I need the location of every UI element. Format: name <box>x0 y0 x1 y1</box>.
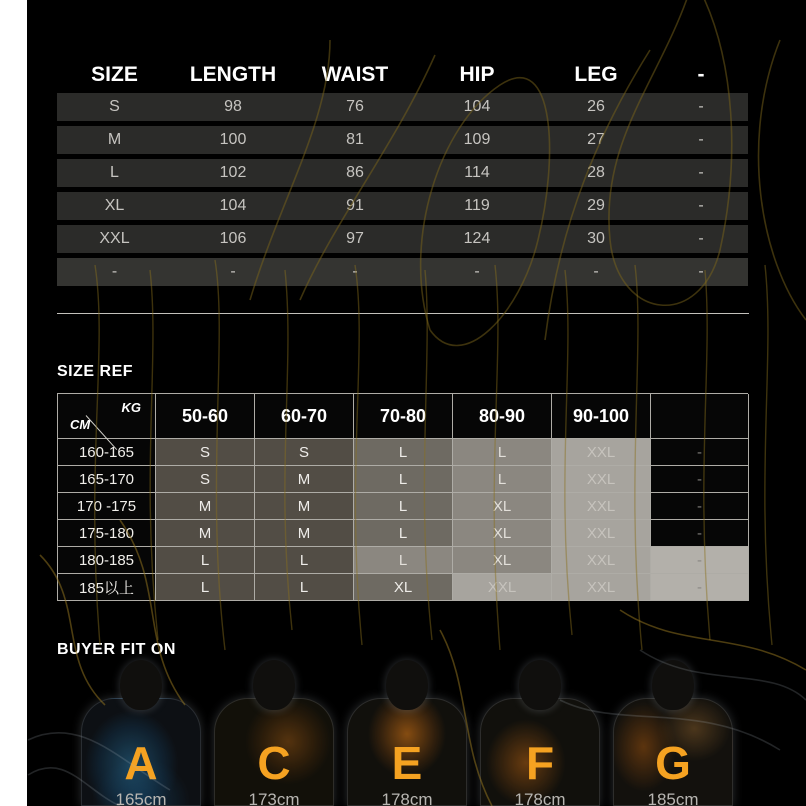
table-cell: M <box>107 131 122 148</box>
table-cell: - <box>698 164 704 181</box>
size-ref-cell: XXL <box>552 574 651 601</box>
table-row <box>57 93 748 121</box>
weight-header-cell: 50-60 <box>156 394 255 439</box>
model-head-silhouette <box>253 660 295 710</box>
size-ref-cell: L <box>354 520 453 547</box>
table-cell: - <box>698 197 704 214</box>
size-ref-cell: L <box>354 466 453 493</box>
size-table-header-cell: WAIST <box>321 63 389 86</box>
size-ref-cell: S <box>255 439 354 466</box>
table-cell: 114 <box>464 164 490 181</box>
size-ref-cell: L <box>156 547 255 574</box>
model-letter: F <box>525 737 555 789</box>
size-table-header-cell: - <box>697 63 705 86</box>
table-cell: 104 <box>463 98 491 115</box>
table-row <box>57 225 748 253</box>
table-cell: 91 <box>346 197 364 214</box>
height-label-cell: 170 -175 <box>58 493 156 520</box>
table-cell: - <box>111 263 118 280</box>
size-ref-cell: L <box>453 466 552 493</box>
size-ref-table <box>57 393 748 601</box>
table-cell: XXL <box>99 230 130 247</box>
model-figure <box>210 660 338 806</box>
table-cell: 26 <box>587 98 605 115</box>
model-height-label: 185cm <box>647 790 699 806</box>
table-cell: 28 <box>587 164 605 181</box>
model-figure <box>77 660 205 806</box>
weight-header-cell: 80-90 <box>453 394 552 439</box>
size-ref-cell: M <box>255 493 354 520</box>
buyer-fit-title: BUYER FIT ON <box>57 641 176 658</box>
weight-header-cell: 90-100 <box>552 394 651 439</box>
model-letter: E <box>391 737 423 789</box>
table-cell: - <box>593 263 599 280</box>
table-cell: - <box>230 263 236 280</box>
height-label-cell: 175-180 <box>58 520 156 547</box>
size-ref-cell: - <box>651 547 749 574</box>
size-ref-cell: M <box>255 520 354 547</box>
size-ref-cell: M <box>156 493 255 520</box>
model-height-label: 173cm <box>248 790 300 806</box>
model-height-label: 178cm <box>381 790 433 806</box>
size-ref-cell: XL <box>453 547 552 574</box>
table-cell: XL <box>104 197 125 214</box>
size-ref-cell: - <box>651 574 749 601</box>
size-ref-cell: L <box>354 547 453 574</box>
table-cell: 81 <box>346 131 364 148</box>
table-cell: S <box>109 98 120 115</box>
model-head-silhouette <box>120 660 162 710</box>
table-cell: - <box>698 98 704 115</box>
size-ref-cell: M <box>255 466 354 493</box>
size-ref-cell: S <box>156 466 255 493</box>
table-cell: 102 <box>219 164 247 181</box>
divider-line <box>57 313 749 314</box>
size-ref-cell: - <box>651 520 749 547</box>
height-label-cell: 165-170 <box>58 466 156 493</box>
size-table-header-cell: LENGTH <box>189 63 277 86</box>
model-head-silhouette <box>386 660 428 710</box>
model-head-silhouette <box>652 660 694 710</box>
table-cell: 106 <box>219 230 247 247</box>
height-label-cell: 180-185 <box>58 547 156 574</box>
size-ref-cell: L <box>156 574 255 601</box>
axis-corner-cell <box>58 394 156 439</box>
table-cell: L <box>110 164 119 181</box>
weight-header-cell: 60-70 <box>255 394 354 439</box>
height-label-cell: 185以上 <box>58 574 156 601</box>
size-ref-cell: L <box>255 547 354 574</box>
size-ref-cell: XL <box>453 493 552 520</box>
table-cell: 109 <box>463 131 491 148</box>
size-ref-cell: L <box>255 574 354 601</box>
size-ref-cell: XXL <box>552 520 651 547</box>
table-cell: 98 <box>224 98 242 115</box>
size-ref-cell: S <box>156 439 255 466</box>
model-height-label: 165cm <box>115 790 167 806</box>
table-cell: 27 <box>587 131 605 148</box>
model-letter: G <box>655 737 691 789</box>
size-ref-cell: L <box>354 493 453 520</box>
table-row <box>57 258 748 286</box>
table-cell: - <box>698 230 704 247</box>
table-row <box>57 126 748 154</box>
left-white-margin <box>0 0 27 806</box>
size-ref-cell: - <box>651 493 749 520</box>
model-figure <box>609 660 737 806</box>
model-height-label: 178cm <box>514 790 566 806</box>
table-cell: - <box>698 131 704 148</box>
size-ref-cell: L <box>453 439 552 466</box>
table-cell: 124 <box>463 230 491 247</box>
size-ref-cell: XXL <box>552 466 651 493</box>
size-table-header-cell: HIP <box>459 63 495 86</box>
size-ref-cell: XL <box>453 520 552 547</box>
table-row <box>57 159 748 187</box>
kg-axis-label: KG <box>121 400 141 415</box>
table-cell: 29 <box>587 197 605 214</box>
height-label-cell: 160-165 <box>58 439 156 466</box>
table-cell: 86 <box>346 164 364 181</box>
size-ref-cell: XXL <box>552 493 651 520</box>
table-cell: 76 <box>346 98 364 115</box>
size-ref-cell: M <box>156 520 255 547</box>
buyer-fit-models <box>77 660 737 806</box>
table-cell: - <box>352 263 358 280</box>
table-cell: 104 <box>219 197 247 214</box>
size-ref-cell: L <box>354 439 453 466</box>
model-head-silhouette <box>519 660 561 710</box>
table-cell: - <box>698 263 704 280</box>
weight-header-cell: 70-80 <box>354 394 453 439</box>
size-ref-cell: XXL <box>453 574 552 601</box>
size-ref-cell: XXL <box>552 439 651 466</box>
weight-header-cell <box>651 394 749 439</box>
size-table-header-row <box>57 60 748 90</box>
model-letter: C <box>257 737 291 789</box>
size-ref-cell: XL <box>354 574 453 601</box>
table-row <box>57 192 748 220</box>
model-letter: A <box>124 737 158 789</box>
table-cell: 97 <box>346 230 364 247</box>
size-ref-title: SIZE REF <box>57 363 134 380</box>
table-cell: - <box>474 263 480 280</box>
table-cell: 119 <box>464 197 490 214</box>
model-figure <box>476 660 604 806</box>
table-cell: 30 <box>587 230 605 247</box>
model-figure <box>343 660 471 806</box>
size-table <box>57 60 748 291</box>
size-table-header-cell: SIZE <box>91 63 138 86</box>
table-cell: 100 <box>219 131 247 148</box>
size-ref-cell: XXL <box>552 547 651 574</box>
size-ref-cell: - <box>651 466 749 493</box>
size-ref-cell: - <box>651 439 749 466</box>
cm-axis-label: CM <box>70 417 91 432</box>
size-table-header-cell: LEG <box>574 63 618 86</box>
